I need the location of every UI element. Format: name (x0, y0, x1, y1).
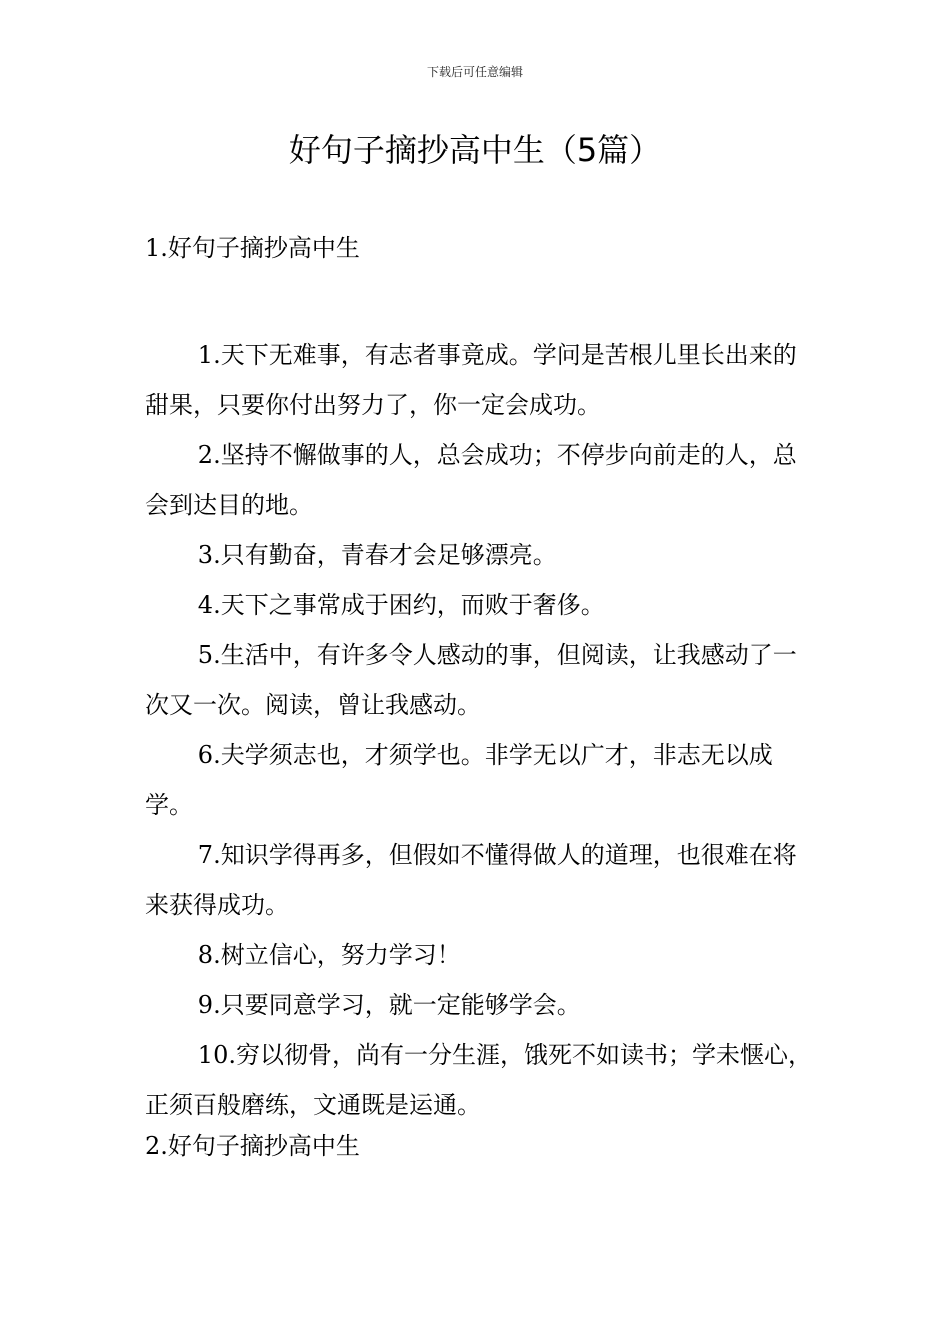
section-heading-2: 2.好句子摘抄高中生 (145, 1132, 360, 1160)
list-item: 2.坚持不懈做事的人，总会成功；不停步向前走的人，总会到达目的地。 (145, 441, 797, 519)
list-item: 10.穷以彻骨，尚有一分生涯，饿死不如读书；学未惬心，正须百般磨练，文通既是运通。 (145, 1041, 812, 1119)
list-item: 7.知识学得再多，但假如不懂得做人的道理，也很难在将来获得成功。 (145, 841, 797, 919)
list-item: 8.树立信心，努力学习！ (197, 941, 461, 969)
list-item: 3.只有勤奋，青春才会足够漂亮。 (197, 541, 557, 569)
page-header: 下载后可任意编辑 (426, 65, 523, 79)
list-item: 5.生活中，有许多令人感动的事，但阅读，让我感动了一次又一次。阅读，曾让我感动。 (145, 641, 797, 719)
list-item: 6.夫学须志也，才须学也。非学无以广才，非志无以成学。 (145, 741, 773, 819)
section-1-body (145, 330, 817, 1130)
document-title: 好句子摘抄高中生（5篇） (288, 131, 662, 169)
list-item: 1.天下无难事，有志者事竟成。学问是苦根儿里长出来的甜果，只要你付出努力了，你一定会成功。 (145, 341, 797, 419)
list-item: 4.天下之事常成于困约，而败于奢侈。 (197, 591, 605, 619)
section-heading-1: 1.好句子摘抄高中生 (145, 234, 360, 262)
list-item: 9.只要同意学习，就一定能够学会。 (197, 991, 581, 1019)
